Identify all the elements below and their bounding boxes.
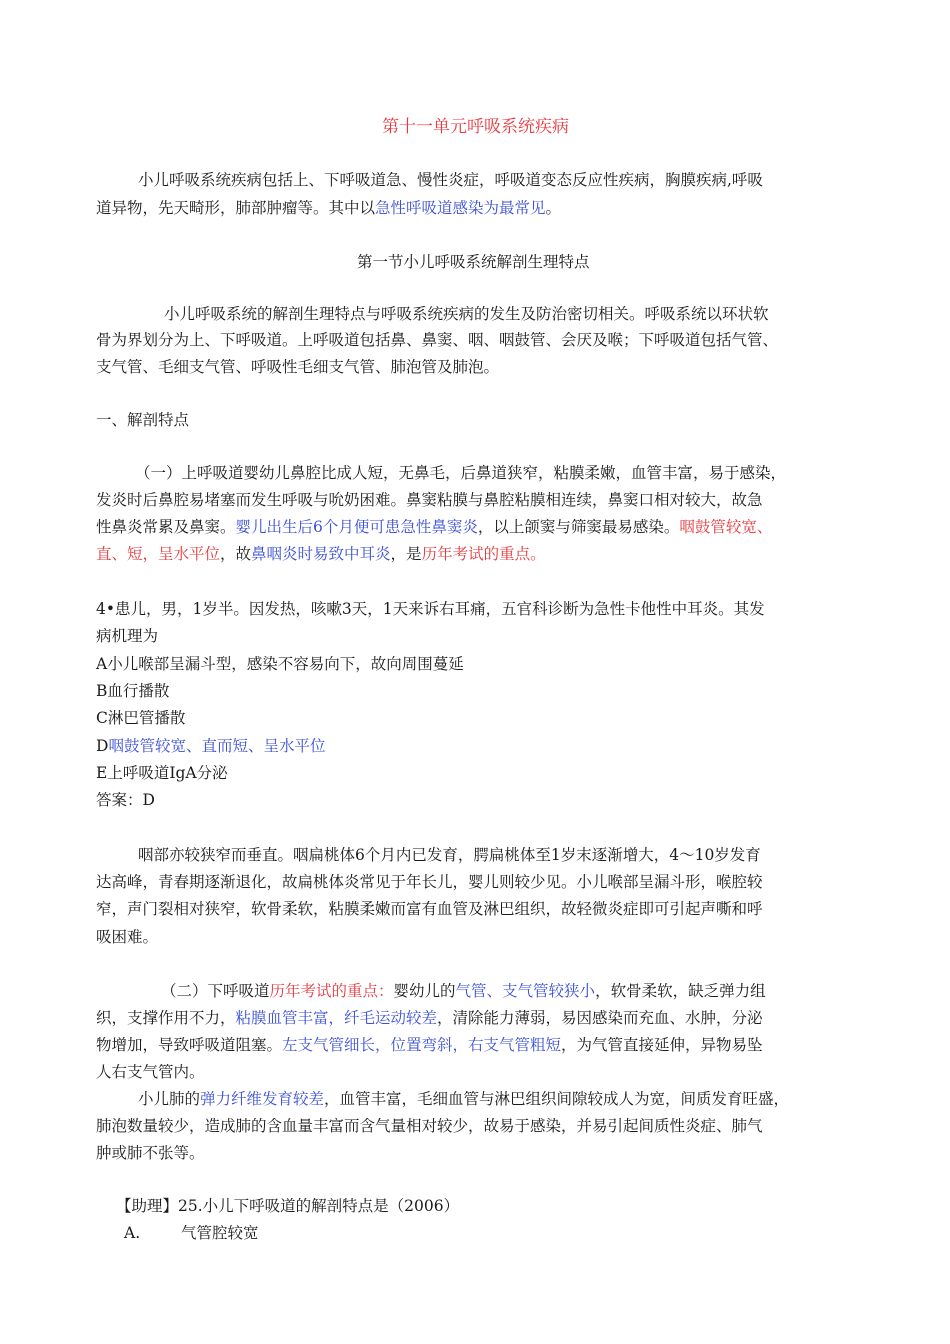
highlight-otitis: 鼻咽炎时易致中耳炎	[251, 545, 391, 563]
highlight-narrow-trachea: 气管、支气管较狭小	[455, 982, 596, 1000]
upper-line-2: 发炎时后鼻腔易堵塞而发生呼吸与吮奶困难。鼻窦粘膜与鼻腔粘膜相连续，鼻窦口相对较大，故急	[96, 491, 763, 509]
question4-stem-line-2: 病机理为	[96, 627, 159, 645]
pharynx-line-2: 达高峰，青春期逐渐退化，故扁桃体炎常见于年长儿，婴儿则较少见。小儿喉部呈漏斗形，喉腔较	[96, 873, 763, 891]
highlight-common-infection: 急性呼吸道感染为最常见	[375, 199, 546, 217]
highlight-bronchi: 左支气管细长，位置弯斜，右支气管粗短	[282, 1036, 562, 1054]
question4-option-c: C淋巴管播散	[96, 709, 186, 727]
upper-line-3: 性鼻炎常累及鼻窦。婴儿出生后6个月便可患急性鼻窦炎，以上颌窦与筛窦最易感染。咽鼓管较宽、	[96, 518, 773, 536]
section-title: 第一节小儿呼吸系统解剖生理特点	[357, 253, 590, 271]
highlight-exam-point: 历年考试的重点。	[421, 545, 546, 563]
lung-line-1: 小儿肺的弹力纤维发育较差，血管丰富，毛细血管与淋巴组织间隙较成人为宽，间质发育旺盛，	[138, 1090, 790, 1108]
highlight-elastic-fiber: 弹力纤维发育较差	[200, 1090, 325, 1108]
highlight-mucosa: 粘膜血管丰富，纤毛运动较差	[235, 1009, 438, 1027]
para1-line-3: 支气管、毛细支气管、呼吸性毛细支气管、肺泡管及肺泡。	[96, 358, 500, 376]
highlight-eustachian: 咽鼓管较宽、	[679, 518, 773, 536]
highlight-sinusitis: 婴儿出生后6个月便可患急性鼻窦炎	[235, 518, 478, 536]
upper-line-1: （一）上呼吸道婴幼儿鼻腔比成人短，无鼻毛，后鼻道狭窄，粘膜柔嫩，血管丰富，易于感染，	[135, 464, 787, 482]
pharynx-line-1: 咽部亦较狭窄而垂直。咽扁桃体6个月内已发育，腭扁桃体至1岁末逐渐增大，4～10岁发育	[138, 846, 761, 864]
lower-line-1: （二）下呼吸道历年考试的重点：婴幼儿的气管、支气管较狭小，软骨柔软，缺乏弹力组	[161, 982, 766, 1000]
intro-line-1: 小儿呼吸系统疾病包括上、下呼吸道急、慢性炎症，呼吸道变态反应性疾病，胸膜疾病,呼吸	[138, 171, 763, 189]
question25-stem: 【助理】25.小儿下呼吸道的解剖特点是（2006）	[116, 1197, 460, 1215]
question4-option-e: E上呼吸道IgA分泌	[96, 764, 228, 782]
lower-line-3: 物增加，导致呼吸道阻塞。左支气管细长，位置弯斜，右支气管粗短，为气管直接延伸，异物易坠	[96, 1036, 763, 1054]
question25-option-a-text: 气管腔较宽	[181, 1224, 259, 1242]
pharynx-line-3: 窄，声门裂相对狭窄，软骨柔软，粘膜柔嫩而富有血管及淋巴组织，故轻微炎症即可引起声嘶和呼	[96, 900, 763, 918]
question4-option-b: B血行播散	[96, 682, 170, 700]
question4-option-a: A小儿喉部呈漏斗型，感染不容易向下，故向周围蔓延	[96, 655, 464, 673]
question25-option-a-label: A.	[124, 1224, 141, 1242]
question4-option-d: D咽鼓管较宽、直而短、呈水平位	[96, 737, 326, 755]
highlight-exam-key: 历年考试的重点：	[269, 982, 394, 1000]
page-title: 第十一单元呼吸系统疾病	[382, 117, 569, 137]
heading-anatomy: 一、解剖特点	[96, 411, 190, 429]
para1-line-1: 小儿呼吸系统的解剖生理特点与呼吸系统疾病的发生及防治密切相关。呼吸系统以环状软	[164, 305, 769, 323]
lung-line-2: 肺泡数量较少，造成肺的含血量丰富而含气量相对较少，故易于感染，并易引起间质性炎症、肺气	[96, 1117, 763, 1135]
lung-line-3: 肿或肺不张等。	[96, 1144, 205, 1162]
question4-stem-line-1: 4•患儿，男，1岁半。因发热，咳嗽3天，1天来诉右耳痛，五官科诊断为急性卡他性中耳炎。其发	[96, 600, 765, 618]
intro-line-2: 道异物，先天畸形，肺部肿瘤等。其中以急性呼吸道感染为最常见。	[96, 199, 562, 217]
question4-answer: 答案：D	[96, 791, 155, 809]
upper-line-4: 直、短，呈水平位，故鼻咽炎时易致中耳炎，是历年考试的重点。	[96, 545, 546, 563]
para1-line-2: 骨为界划分为上、下呼吸道。上呼吸道包括鼻、鼻窦、咽、咽鼓管、会厌及喉；下呼吸道包括气管、	[96, 331, 779, 349]
lower-line-2: 织，支撑作用不力，粘膜血管丰富，纤毛运动较差，清除能力薄弱，易因感染而充血、水肿，分泌	[96, 1009, 763, 1027]
pharynx-line-4: 吸困难。	[96, 928, 159, 946]
lower-line-4: 人右支气管内。	[96, 1063, 205, 1081]
